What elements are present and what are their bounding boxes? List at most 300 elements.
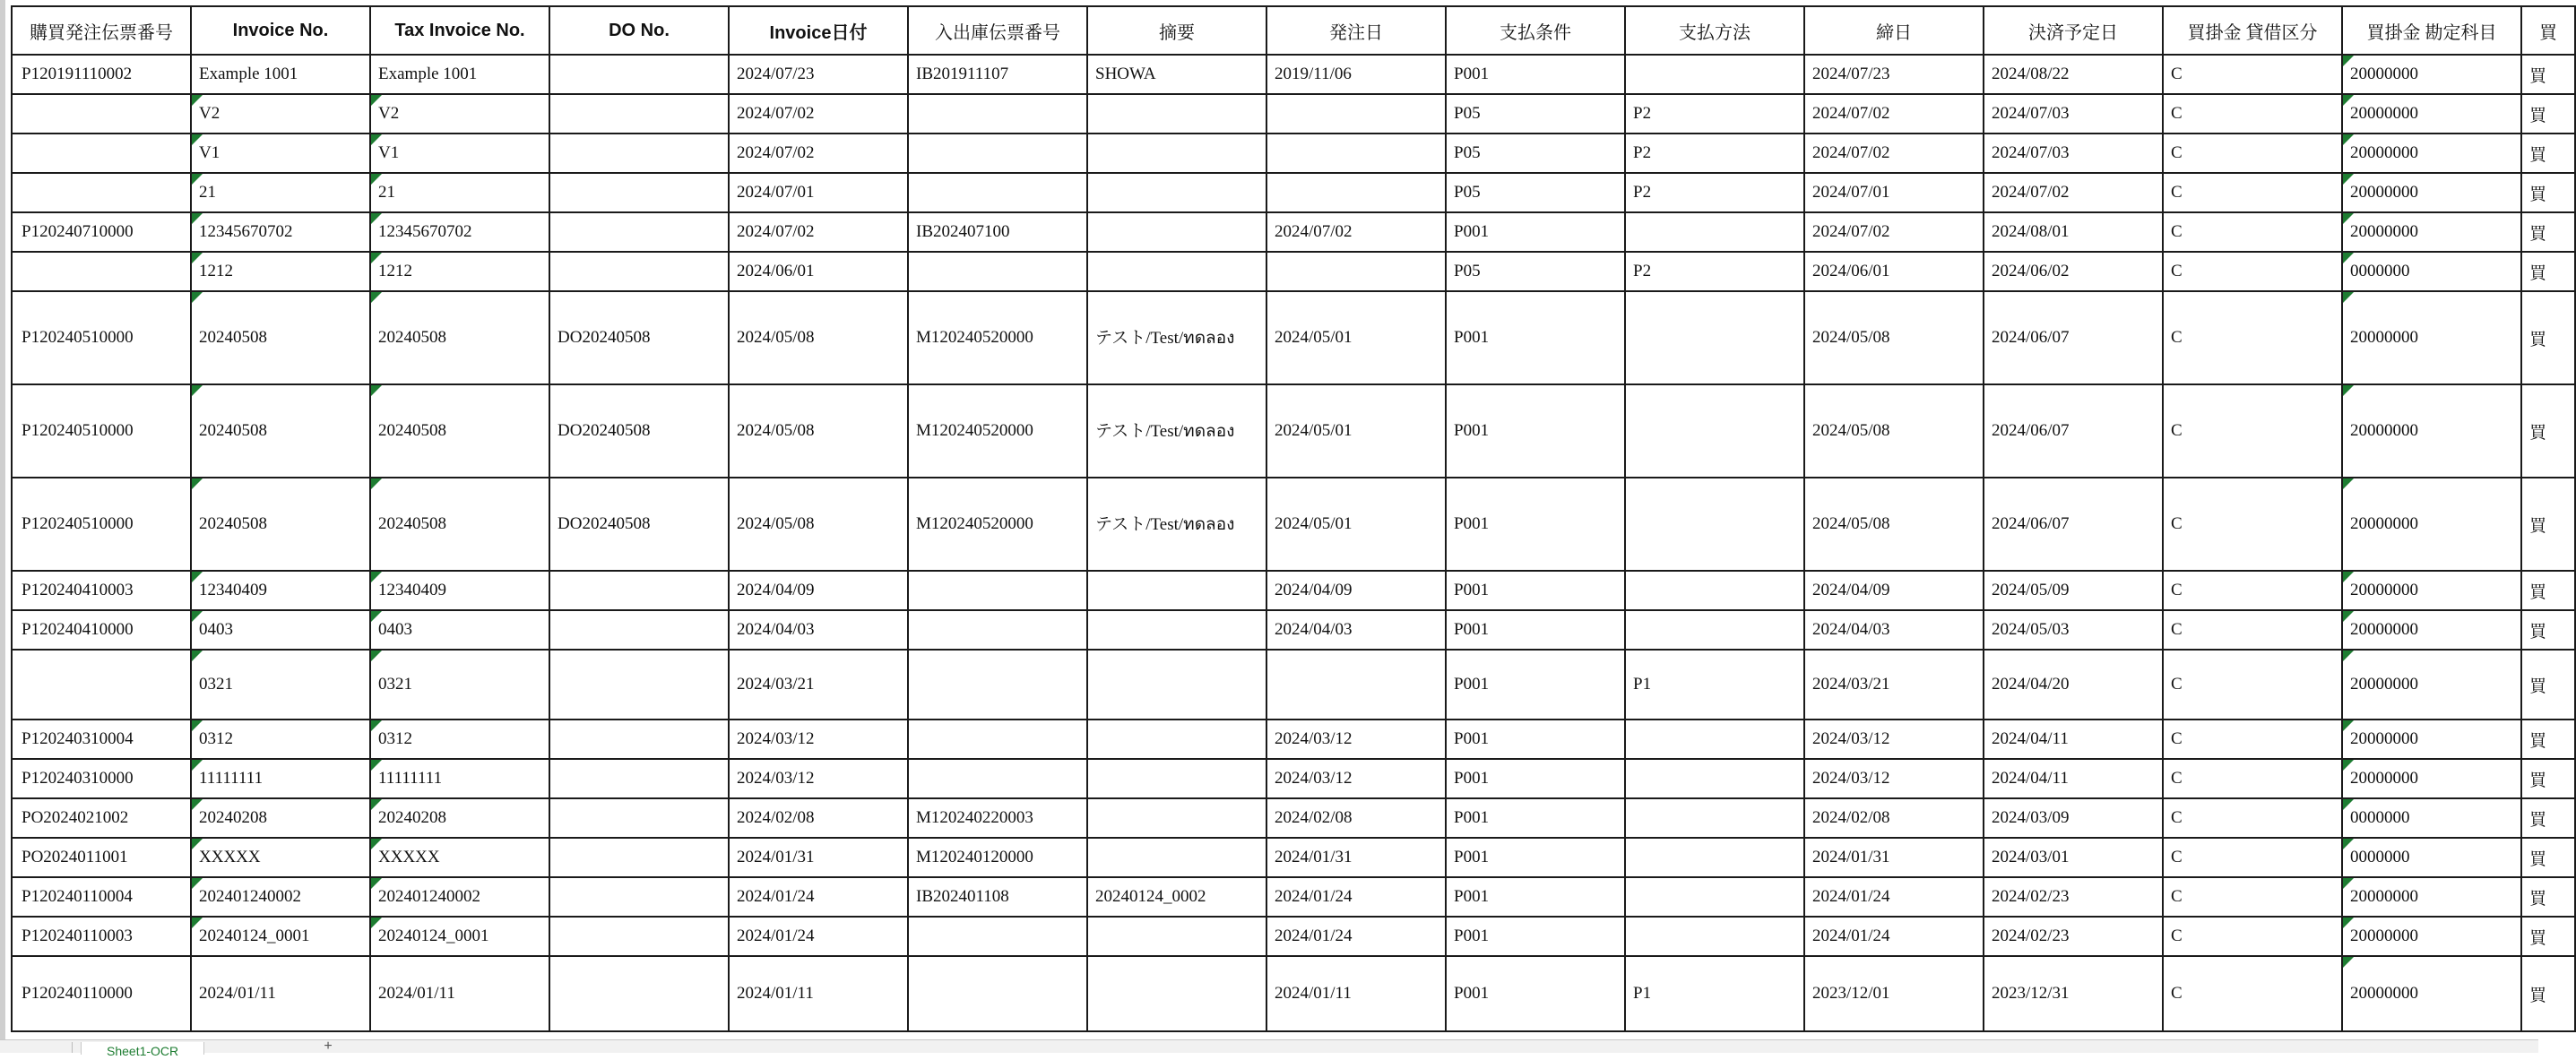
- table-cell[interactable]: [549, 720, 729, 759]
- column-header[interactable]: 決済予定日: [1984, 6, 2163, 55]
- table-cell[interactable]: 2024/01/24: [1266, 917, 1446, 956]
- add-sheet-button[interactable]: +: [324, 1038, 333, 1054]
- column-header[interactable]: 買掛金 貸借区分: [2163, 6, 2342, 55]
- table-cell[interactable]: [549, 212, 729, 252]
- table-cell[interactable]: 2024/01/11: [1266, 956, 1446, 1031]
- table-cell[interactable]: 買: [2521, 610, 2575, 650]
- table-cell[interactable]: 2024/01/11: [370, 956, 549, 1031]
- table-cell[interactable]: 2024/05/08: [729, 291, 908, 384]
- table-cell[interactable]: 買: [2521, 55, 2575, 94]
- table-cell[interactable]: [12, 134, 191, 173]
- table-cell[interactable]: 2024/05/09: [1984, 571, 2163, 610]
- table-cell[interactable]: [1625, 720, 1804, 759]
- table-cell[interactable]: [908, 252, 1087, 291]
- table-cell[interactable]: P001: [1446, 212, 1625, 252]
- table-cell[interactable]: 0321: [370, 650, 549, 720]
- table-cell[interactable]: P120240510000: [12, 384, 191, 478]
- table-cell[interactable]: 20000000: [2342, 384, 2521, 478]
- table-cell[interactable]: [1087, 610, 1266, 650]
- table-cell[interactable]: 20000000: [2342, 650, 2521, 720]
- table-cell[interactable]: P120240310004: [12, 720, 191, 759]
- table-cell[interactable]: 2024/01/24: [729, 917, 908, 956]
- table-cell[interactable]: 2024/04/11: [1984, 759, 2163, 798]
- table-cell[interactable]: [1266, 650, 1446, 720]
- table-cell[interactable]: 2024/03/01: [1984, 838, 2163, 877]
- table-cell[interactable]: 2024/01/24: [1266, 877, 1446, 917]
- table-cell[interactable]: 2024/05/08: [729, 384, 908, 478]
- table-cell[interactable]: 買: [2521, 571, 2575, 610]
- table-cell[interactable]: 2024/03/09: [1984, 798, 2163, 838]
- table-cell[interactable]: 買: [2521, 877, 2575, 917]
- table-cell[interactable]: P2: [1625, 134, 1804, 173]
- table-cell[interactable]: 2024/08/01: [1984, 212, 2163, 252]
- table-cell[interactable]: 202401240002: [370, 877, 549, 917]
- table-cell[interactable]: 20000000: [2342, 877, 2521, 917]
- column-header[interactable]: 買掛金 勘定科目: [2342, 6, 2521, 55]
- table-cell[interactable]: 20000000: [2342, 759, 2521, 798]
- table-cell[interactable]: P05: [1446, 134, 1625, 173]
- table-cell[interactable]: 2024/06/01: [729, 252, 908, 291]
- table-cell[interactable]: [549, 610, 729, 650]
- table-cell[interactable]: 2024/02/08: [1266, 798, 1446, 838]
- table-cell[interactable]: 12345670702: [191, 212, 370, 252]
- table-cell[interactable]: P120191110002: [12, 55, 191, 94]
- sheet-tab-active[interactable]: Sheet1-OCR: [81, 1042, 204, 1055]
- table-cell[interactable]: 0403: [370, 610, 549, 650]
- table-cell[interactable]: C: [2163, 94, 2342, 134]
- table-cell[interactable]: 2024/04/03: [1804, 610, 1984, 650]
- table-cell[interactable]: C: [2163, 838, 2342, 877]
- table-cell[interactable]: 20240124_0001: [191, 917, 370, 956]
- table-cell[interactable]: 買: [2521, 798, 2575, 838]
- table-cell[interactable]: 買: [2521, 384, 2575, 478]
- table-cell[interactable]: C: [2163, 134, 2342, 173]
- table-cell[interactable]: 21: [191, 173, 370, 212]
- table-cell[interactable]: 2024/01/31: [1804, 838, 1984, 877]
- table-cell[interactable]: [908, 720, 1087, 759]
- table-cell[interactable]: 2024/06/07: [1984, 291, 2163, 384]
- table-cell[interactable]: 20000000: [2342, 478, 2521, 571]
- table-cell[interactable]: C: [2163, 610, 2342, 650]
- column-header[interactable]: 購買発注伝票番号: [12, 6, 191, 55]
- table-cell[interactable]: 2024/04/20: [1984, 650, 2163, 720]
- table-cell[interactable]: テスト/Test/ทดลอง: [1087, 291, 1266, 384]
- table-cell[interactable]: 2024/01/11: [191, 956, 370, 1031]
- table-cell[interactable]: [1087, 650, 1266, 720]
- table-cell[interactable]: [908, 94, 1087, 134]
- table-cell[interactable]: 2024/06/07: [1984, 478, 2163, 571]
- table-cell[interactable]: P05: [1446, 94, 1625, 134]
- table-cell[interactable]: 買: [2521, 917, 2575, 956]
- table-cell[interactable]: 買: [2521, 759, 2575, 798]
- table-cell[interactable]: [1266, 252, 1446, 291]
- table-cell[interactable]: [549, 798, 729, 838]
- table-cell[interactable]: [1625, 212, 1804, 252]
- table-cell[interactable]: [12, 252, 191, 291]
- table-cell[interactable]: 2024/05/01: [1266, 384, 1446, 478]
- table-cell[interactable]: [1087, 838, 1266, 877]
- table-cell[interactable]: 2024/04/09: [729, 571, 908, 610]
- table-cell[interactable]: [908, 650, 1087, 720]
- table-cell[interactable]: 20240508: [191, 478, 370, 571]
- table-cell[interactable]: [1087, 917, 1266, 956]
- table-cell[interactable]: C: [2163, 173, 2342, 212]
- table-cell[interactable]: P001: [1446, 838, 1625, 877]
- table-cell[interactable]: P001: [1446, 956, 1625, 1031]
- table-cell[interactable]: 2024/03/12: [1804, 759, 1984, 798]
- table-cell[interactable]: テスト/Test/ทดลอง: [1087, 384, 1266, 478]
- table-cell[interactable]: P120240110004: [12, 877, 191, 917]
- table-cell[interactable]: 2024/07/02: [729, 212, 908, 252]
- table-cell[interactable]: C: [2163, 291, 2342, 384]
- table-cell[interactable]: 20000000: [2342, 212, 2521, 252]
- table-cell[interactable]: 12340409: [370, 571, 549, 610]
- table-cell[interactable]: DO20240508: [549, 478, 729, 571]
- table-cell[interactable]: 20000000: [2342, 55, 2521, 94]
- table-cell[interactable]: 2024/04/03: [1266, 610, 1446, 650]
- table-cell[interactable]: V2: [370, 94, 549, 134]
- table-cell[interactable]: [908, 571, 1087, 610]
- table-cell[interactable]: 0000000: [2342, 838, 2521, 877]
- table-cell[interactable]: V2: [191, 94, 370, 134]
- table-cell[interactable]: C: [2163, 571, 2342, 610]
- table-cell[interactable]: 2024/01/11: [729, 956, 908, 1031]
- table-cell[interactable]: 2024/03/12: [729, 720, 908, 759]
- column-header[interactable]: DO No.: [549, 6, 729, 55]
- table-cell[interactable]: [1087, 173, 1266, 212]
- table-cell[interactable]: P001: [1446, 384, 1625, 478]
- table-cell[interactable]: [908, 173, 1087, 212]
- table-cell[interactable]: [1087, 252, 1266, 291]
- column-header[interactable]: 支払条件: [1446, 6, 1625, 55]
- table-cell[interactable]: [549, 173, 729, 212]
- table-cell[interactable]: P001: [1446, 291, 1625, 384]
- table-cell[interactable]: P120240110000: [12, 956, 191, 1031]
- table-cell[interactable]: 2024/03/12: [1266, 720, 1446, 759]
- table-cell[interactable]: [1266, 134, 1446, 173]
- table-cell[interactable]: 2024/02/23: [1984, 877, 2163, 917]
- table-cell[interactable]: 買: [2521, 252, 2575, 291]
- table-cell[interactable]: [1266, 173, 1446, 212]
- table-cell[interactable]: 20000000: [2342, 173, 2521, 212]
- table-cell[interactable]: IB201911107: [908, 55, 1087, 94]
- table-cell[interactable]: [1625, 917, 1804, 956]
- table-cell[interactable]: 0000000: [2342, 798, 2521, 838]
- table-cell[interactable]: P001: [1446, 55, 1625, 94]
- table-cell[interactable]: [908, 134, 1087, 173]
- table-cell[interactable]: [1087, 94, 1266, 134]
- table-cell[interactable]: 買: [2521, 134, 2575, 173]
- table-cell[interactable]: [908, 917, 1087, 956]
- table-cell[interactable]: [1625, 798, 1804, 838]
- table-cell[interactable]: 2024/05/08: [1804, 291, 1984, 384]
- table-cell[interactable]: 20000000: [2342, 291, 2521, 384]
- table-cell[interactable]: 20240208: [191, 798, 370, 838]
- column-header[interactable]: 買: [2521, 6, 2575, 55]
- table-cell[interactable]: 買: [2521, 650, 2575, 720]
- table-cell[interactable]: [1625, 291, 1804, 384]
- table-cell[interactable]: 2024/01/31: [1266, 838, 1446, 877]
- table-cell[interactable]: P001: [1446, 610, 1625, 650]
- table-cell[interactable]: P120240110003: [12, 917, 191, 956]
- table-cell[interactable]: P001: [1446, 917, 1625, 956]
- table-cell[interactable]: Example 1001: [370, 55, 549, 94]
- table-cell[interactable]: [1087, 212, 1266, 252]
- table-cell[interactable]: P001: [1446, 478, 1625, 571]
- table-cell[interactable]: 2024/07/02: [1804, 134, 1984, 173]
- table-cell[interactable]: [549, 650, 729, 720]
- table-cell[interactable]: 2024/07/23: [1804, 55, 1984, 94]
- table-cell[interactable]: 12340409: [191, 571, 370, 610]
- table-cell[interactable]: P001: [1446, 650, 1625, 720]
- table-cell[interactable]: 2024/05/03: [1984, 610, 2163, 650]
- table-cell[interactable]: 2024/07/02: [729, 134, 908, 173]
- table-cell[interactable]: M120240220003: [908, 798, 1087, 838]
- table-cell[interactable]: [1625, 384, 1804, 478]
- table-cell[interactable]: [549, 252, 729, 291]
- table-cell[interactable]: P05: [1446, 173, 1625, 212]
- table-cell[interactable]: 21: [370, 173, 549, 212]
- table-cell[interactable]: P120240710000: [12, 212, 191, 252]
- table-cell[interactable]: 0000000: [2342, 252, 2521, 291]
- table-cell[interactable]: P001: [1446, 877, 1625, 917]
- table-cell[interactable]: [549, 134, 729, 173]
- table-cell[interactable]: 20000000: [2342, 720, 2521, 759]
- column-header[interactable]: 摘要: [1087, 6, 1266, 55]
- table-cell[interactable]: P001: [1446, 759, 1625, 798]
- table-cell[interactable]: C: [2163, 720, 2342, 759]
- table-cell[interactable]: 2024/01/24: [1804, 877, 1984, 917]
- table-cell[interactable]: 20000000: [2342, 956, 2521, 1031]
- table-cell[interactable]: [549, 759, 729, 798]
- column-header[interactable]: 発注日: [1266, 6, 1446, 55]
- table-cell[interactable]: 0321: [191, 650, 370, 720]
- table-cell[interactable]: [1625, 478, 1804, 571]
- table-cell[interactable]: 20000000: [2342, 571, 2521, 610]
- table-cell[interactable]: PO2024011001: [12, 838, 191, 877]
- table-cell[interactable]: 買: [2521, 173, 2575, 212]
- table-cell[interactable]: V1: [191, 134, 370, 173]
- table-cell[interactable]: 11111111: [370, 759, 549, 798]
- table-cell[interactable]: 12345670702: [370, 212, 549, 252]
- table-cell[interactable]: P1: [1625, 650, 1804, 720]
- table-cell[interactable]: 2024/02/23: [1984, 917, 2163, 956]
- column-header[interactable]: 支払方法: [1625, 6, 1804, 55]
- column-header[interactable]: 入出庫伝票番号: [908, 6, 1087, 55]
- table-cell[interactable]: [1266, 94, 1446, 134]
- table-cell[interactable]: 202401240002: [191, 877, 370, 917]
- table-cell[interactable]: 0403: [191, 610, 370, 650]
- table-cell[interactable]: 2024/07/01: [1804, 173, 1984, 212]
- table-cell[interactable]: [1087, 798, 1266, 838]
- table-cell[interactable]: 20240508: [191, 291, 370, 384]
- column-header[interactable]: Invoice日付: [729, 6, 908, 55]
- table-cell[interactable]: P120240510000: [12, 478, 191, 571]
- table-cell[interactable]: 20240508: [370, 291, 549, 384]
- column-header[interactable]: Tax Invoice No.: [370, 6, 549, 55]
- table-cell[interactable]: XXXXX: [191, 838, 370, 877]
- table-cell[interactable]: 買: [2521, 212, 2575, 252]
- table-cell[interactable]: 2024/05/08: [1804, 478, 1984, 571]
- table-cell[interactable]: テスト/Test/ทดลอง: [1087, 478, 1266, 571]
- table-cell[interactable]: P2: [1625, 252, 1804, 291]
- table-cell[interactable]: 2024/07/02: [1984, 173, 2163, 212]
- table-cell[interactable]: P001: [1446, 720, 1625, 759]
- table-cell[interactable]: 20240508: [191, 384, 370, 478]
- table-cell[interactable]: [12, 173, 191, 212]
- table-cell[interactable]: C: [2163, 877, 2342, 917]
- table-cell[interactable]: 20000000: [2342, 917, 2521, 956]
- table-cell[interactable]: 2024/02/08: [729, 798, 908, 838]
- column-header[interactable]: Invoice No.: [191, 6, 370, 55]
- table-cell[interactable]: [1087, 759, 1266, 798]
- table-cell[interactable]: 買: [2521, 838, 2575, 877]
- table-cell[interactable]: 2024/07/23: [729, 55, 908, 94]
- table-cell[interactable]: P120240410000: [12, 610, 191, 650]
- table-cell[interactable]: 2024/05/01: [1266, 478, 1446, 571]
- table-cell[interactable]: P120240310000: [12, 759, 191, 798]
- table-cell[interactable]: C: [2163, 650, 2342, 720]
- table-cell[interactable]: 買: [2521, 956, 2575, 1031]
- table-cell[interactable]: 2024/07/03: [1984, 94, 2163, 134]
- table-cell[interactable]: Example 1001: [191, 55, 370, 94]
- table-cell[interactable]: 2024/08/22: [1984, 55, 2163, 94]
- table-cell[interactable]: 買: [2521, 291, 2575, 384]
- table-cell[interactable]: IB202401108: [908, 877, 1087, 917]
- table-cell[interactable]: C: [2163, 252, 2342, 291]
- table-cell[interactable]: [1625, 877, 1804, 917]
- table-cell[interactable]: [1625, 571, 1804, 610]
- table-cell[interactable]: [549, 55, 729, 94]
- table-cell[interactable]: P05: [1446, 252, 1625, 291]
- table-cell[interactable]: [549, 877, 729, 917]
- table-cell[interactable]: [12, 94, 191, 134]
- table-cell[interactable]: 2024/04/03: [729, 610, 908, 650]
- table-cell[interactable]: 0312: [370, 720, 549, 759]
- table-cell[interactable]: 11111111: [191, 759, 370, 798]
- table-cell[interactable]: P001: [1446, 571, 1625, 610]
- table-cell[interactable]: [1625, 610, 1804, 650]
- table-cell[interactable]: [549, 956, 729, 1031]
- table-cell[interactable]: 2024/02/08: [1804, 798, 1984, 838]
- table-cell[interactable]: [549, 94, 729, 134]
- table-cell[interactable]: 20000000: [2342, 134, 2521, 173]
- table-cell[interactable]: C: [2163, 956, 2342, 1031]
- table-cell[interactable]: [549, 571, 729, 610]
- table-cell[interactable]: 2024/03/21: [1804, 650, 1984, 720]
- table-cell[interactable]: M120240520000: [908, 291, 1087, 384]
- table-cell[interactable]: XXXXX: [370, 838, 549, 877]
- table-cell[interactable]: [908, 759, 1087, 798]
- table-cell[interactable]: P1: [1625, 956, 1804, 1031]
- table-cell[interactable]: 20240208: [370, 798, 549, 838]
- table-cell[interactable]: 2024/07/02: [1266, 212, 1446, 252]
- table-cell[interactable]: M120240520000: [908, 478, 1087, 571]
- table-cell[interactable]: [1625, 55, 1804, 94]
- table-cell[interactable]: [12, 650, 191, 720]
- table-cell[interactable]: 2024/04/09: [1266, 571, 1446, 610]
- table-cell[interactable]: 1212: [370, 252, 549, 291]
- table-cell[interactable]: 20240508: [370, 478, 549, 571]
- column-header[interactable]: 締日: [1804, 6, 1984, 55]
- table-cell[interactable]: 2024/01/31: [729, 838, 908, 877]
- table-cell[interactable]: C: [2163, 384, 2342, 478]
- table-cell[interactable]: 20240124_0001: [370, 917, 549, 956]
- table-cell[interactable]: 買: [2521, 720, 2575, 759]
- table-cell[interactable]: 2024/01/24: [1804, 917, 1984, 956]
- table-cell[interactable]: [1087, 956, 1266, 1031]
- table-cell[interactable]: 2024/07/02: [1804, 212, 1984, 252]
- table-cell[interactable]: [908, 956, 1087, 1031]
- table-cell[interactable]: 2024/06/07: [1984, 384, 2163, 478]
- table-cell[interactable]: 2024/05/01: [1266, 291, 1446, 384]
- table-cell[interactable]: [1625, 759, 1804, 798]
- table-cell[interactable]: C: [2163, 759, 2342, 798]
- table-cell[interactable]: P120240410003: [12, 571, 191, 610]
- table-cell[interactable]: V1: [370, 134, 549, 173]
- table-cell[interactable]: 2024/06/01: [1804, 252, 1984, 291]
- table-cell[interactable]: M120240120000: [908, 838, 1087, 877]
- table-cell[interactable]: 20240508: [370, 384, 549, 478]
- table-cell[interactable]: [1087, 720, 1266, 759]
- table-cell[interactable]: 20240124_0002: [1087, 877, 1266, 917]
- table-cell[interactable]: 2024/03/12: [1804, 720, 1984, 759]
- table-cell[interactable]: 20000000: [2342, 610, 2521, 650]
- table-cell[interactable]: 2024/01/24: [729, 877, 908, 917]
- table-cell[interactable]: IB202407100: [908, 212, 1087, 252]
- table-cell[interactable]: 2024/04/11: [1984, 720, 2163, 759]
- table-cell[interactable]: 2023/12/01: [1804, 956, 1984, 1031]
- table-cell[interactable]: 20000000: [2342, 94, 2521, 134]
- table-cell[interactable]: [549, 838, 729, 877]
- table-cell[interactable]: 2024/05/08: [729, 478, 908, 571]
- table-cell[interactable]: DO20240508: [549, 291, 729, 384]
- table-cell[interactable]: [1625, 838, 1804, 877]
- table-cell[interactable]: PO2024021002: [12, 798, 191, 838]
- table-cell[interactable]: M120240520000: [908, 384, 1087, 478]
- table-cell[interactable]: 0312: [191, 720, 370, 759]
- table-cell[interactable]: 2024/07/02: [729, 94, 908, 134]
- table-cell[interactable]: 2023/12/31: [1984, 956, 2163, 1031]
- table-cell[interactable]: 2024/07/02: [1804, 94, 1984, 134]
- table-cell[interactable]: C: [2163, 798, 2342, 838]
- table-cell[interactable]: 2024/05/08: [1804, 384, 1984, 478]
- table-cell[interactable]: SHOWA: [1087, 55, 1266, 94]
- table-cell[interactable]: C: [2163, 212, 2342, 252]
- table-cell[interactable]: P2: [1625, 173, 1804, 212]
- table-cell[interactable]: [1087, 571, 1266, 610]
- table-cell[interactable]: P001: [1446, 798, 1625, 838]
- table-cell[interactable]: 2019/11/06: [1266, 55, 1446, 94]
- table-cell[interactable]: 買: [2521, 94, 2575, 134]
- table-cell[interactable]: [908, 610, 1087, 650]
- table-cell[interactable]: C: [2163, 917, 2342, 956]
- table-cell[interactable]: DO20240508: [549, 384, 729, 478]
- table-cell[interactable]: C: [2163, 55, 2342, 94]
- table-cell[interactable]: 2024/03/12: [1266, 759, 1446, 798]
- table-cell[interactable]: [1087, 134, 1266, 173]
- table-cell[interactable]: [549, 917, 729, 956]
- table-cell[interactable]: 2024/04/09: [1804, 571, 1984, 610]
- table-cell[interactable]: 2024/07/01: [729, 173, 908, 212]
- table-cell[interactable]: 2024/06/02: [1984, 252, 2163, 291]
- table-cell[interactable]: 2024/03/21: [729, 650, 908, 720]
- table-cell[interactable]: P120240510000: [12, 291, 191, 384]
- table-cell[interactable]: 1212: [191, 252, 370, 291]
- table-cell[interactable]: 2024/03/12: [729, 759, 908, 798]
- table-cell[interactable]: 買: [2521, 478, 2575, 571]
- table-cell[interactable]: C: [2163, 478, 2342, 571]
